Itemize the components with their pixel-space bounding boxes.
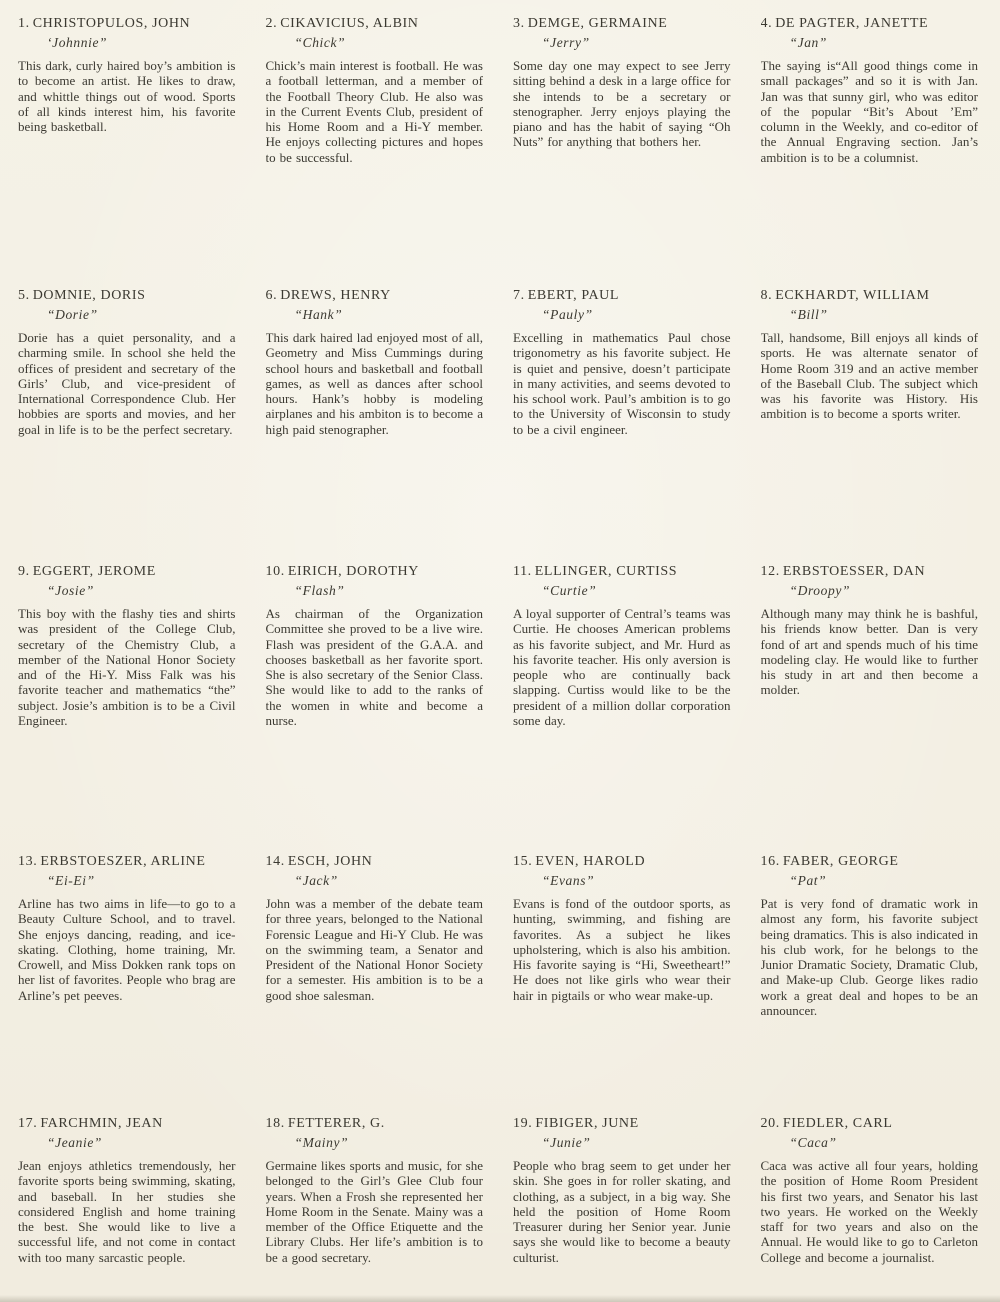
entry-bio: Evans is fond of the outdoor sports, as hunting, swimming, and fishing are favorites. As a subject he likes upholstering, which is also his ambition. His favorite saying is “Hi, Sweetheart!” He does not like girls who wear their hair in pigtails or who wear make-up. [513, 896, 731, 1003]
yearbook-entry [761, 287, 979, 563]
yearbook-entry [513, 563, 731, 853]
entry-bio: As chairman of the Organization Committee she proved to be a live wire. Flash was president of the G.A.A. and chooses basketball as her favorite sport. She is also secretary of the Senior Class. She would like to add to the ranks of the women in white and become a nurse. [265, 606, 483, 729]
entry-header [18, 1115, 236, 1132]
yearbook-grid [18, 15, 978, 1265]
yearbook-entry [513, 853, 731, 1115]
entry-name: DOMNIE, DORIS [32, 288, 146, 303]
yearbook-entry [266, 1115, 484, 1265]
entry-bio: Chick’s main interest is football. He was a football letterman, and a member of the Football Theory Club. He also was in the Current Events Club, president of his Home Room and a Hi-Y member. He enjoys collecting pictures and hopes to be successful. [265, 58, 483, 165]
entry-bio: John was a member of the debate team for three years, belonged to the National Forensic League and Hi-Y Club. He was on the swimming team, a Senator and President of the National Honor Society for a semester. His ambition is to be a good shoe salesman. [265, 896, 483, 1003]
entry-name: ECKHARDT, WILLIAM [775, 288, 930, 303]
entry-nickname: “Dorie” [47, 307, 98, 322]
entry-number: 9. [18, 564, 30, 579]
entry-header [266, 287, 484, 304]
yearbook-entry [761, 853, 979, 1115]
entry-header [761, 853, 979, 870]
yearbook-entry [266, 287, 484, 563]
entry-nickname: “Pat” [789, 873, 827, 888]
entry-header [513, 1115, 731, 1132]
yearbook-entry [761, 1115, 979, 1265]
entry-name: DEMGE, GERMAINE [527, 16, 668, 31]
entry-bio: This boy with the flashy ties and shirts was president of the College Club, secretary of the Chemistry Club, a member of the National Honor Society and of the Hi-Y. Miss Falk was his favorite teacher and mathematics “the” subject. Josie’s ambition is to be a Civil Engineer. [18, 606, 236, 729]
entry-name: CHRISTOPULOS, JOHN [32, 16, 191, 31]
entry-name: FIBIGER, JUNE [535, 1116, 639, 1131]
entry-bio: Jean enjoys athletics tremendously, her favorite sports being swimming, skating, and baseball. In her studies she considered English and home training the best. She would like to live a successful life, and not come in contact with too many sarcastic people. [18, 1158, 236, 1265]
entry-bio: This dark, curly haired boy’s ambition is to become an artist. He likes to draw, and whittle things out of wood. Sports of all kinds interest him, his favorite being basketball. [18, 58, 236, 135]
entry-name: EBERT, PAUL [527, 288, 620, 303]
entry-name: FARCHMIN, JEAN [40, 1116, 163, 1131]
entry-name: DE PAGTER, JANETTE [775, 16, 929, 31]
entry-bio: Although many may think he is bashful, his friends know better. Dan is very fond of art and spends much of his time modeling clay. He would like to further his study in art and then become a molder. [760, 606, 978, 698]
entry-nickname: “Junie” [542, 1135, 591, 1150]
yearbook-entry [18, 853, 236, 1115]
entry-number: 13. [18, 854, 38, 869]
entry-name: EIRICH, DOROTHY [287, 564, 419, 579]
yearbook-entry [18, 563, 236, 853]
entry-nickname: “Caca” [789, 1135, 837, 1150]
entry-number: 10. [265, 564, 285, 579]
entry-number: 14. [265, 854, 285, 869]
entry-number: 16. [760, 854, 780, 869]
entry-number: 18. [265, 1116, 285, 1131]
entry-number: 15. [513, 854, 533, 869]
entry-bio: People who brag seem to get under her skin. She goes in for roller skating, and clothing, as a subject, in a big way. She held the position of Home Room Treasurer during her Senior year. Junie says she would like to become a beauty culturist. [513, 1158, 731, 1265]
entry-header [266, 15, 484, 32]
entry-header [266, 853, 484, 870]
entry-header [761, 1115, 979, 1132]
entry-nickname: “Curtie” [542, 583, 597, 598]
yearbook-entry [266, 853, 484, 1115]
entry-number: 4. [760, 16, 773, 31]
entry-nickname: “Jack” [294, 873, 338, 888]
entry-number: 11. [513, 564, 532, 579]
entry-number: 5. [18, 288, 30, 303]
entry-nickname: “Jeanie” [47, 1135, 103, 1150]
entry-name: FIEDLER, CARL [782, 1116, 893, 1131]
entry-nickname: “Josie” [47, 583, 94, 598]
entry-number: 8. [760, 288, 773, 303]
yearbook-entry [266, 563, 484, 853]
entry-bio: Caca was active all four years, holding the position of Home Room President his first two years, and Senator his last two years. He worked on the Weekly staff for two years and also on the Annual. He would like to go to Carleton College and become a journalist. [760, 1158, 978, 1265]
entry-header [18, 15, 236, 32]
entry-number: 3. [513, 16, 525, 31]
entry-nickname: “Jerry” [542, 35, 590, 50]
entry-number: 6. [265, 288, 278, 303]
entry-bio: Dorie has a quiet personality, and a charming smile. In school she held the offices of president and secretary of the Girls’ Club, and vice-president of International Correspondence Club. Her hobbies are sports and movies, and her goal in life is to be the perfect secretary. [18, 330, 236, 437]
entry-number: 20. [760, 1116, 780, 1131]
entry-bio: Pat is very fond of dramatic work in almost any form, his favorite subject being dramatics. This is also indicated in his club work, for he belongs to the Junior Dramatic Society, Dramatic Club, and Make-up Club. George likes radio work a great deal and hopes to be an announcer. [760, 896, 978, 1019]
entry-name: ERBSTOESSER, DAN [782, 564, 926, 579]
entry-header [761, 563, 979, 580]
entry-name: FABER, GEORGE [782, 854, 899, 869]
entry-name: ESCH, JOHN [287, 854, 373, 869]
entry-bio: A loyal supporter of Central’s teams was Curtie. He chooses American problems as his favorite subject, and Mr. Hurd as his favorite teacher. His only aversion is people who are continually back slapping. Curtiss would like to be the president of a million dollar corporation some day. [513, 606, 731, 729]
yearbook-entry [513, 15, 731, 287]
entry-bio: Tall, handsome, Bill enjoys all kinds of sports. He was alternate senator of Home Room 319 and an active member of the Baseball Club. The subject which was his favorite was History. His ambition is to become a sports writer. [760, 330, 978, 422]
entry-nickname: “Evans” [542, 873, 595, 888]
yearbook-entry [18, 1115, 236, 1265]
entry-name: EGGERT, JEROME [32, 564, 156, 579]
entry-name: EVEN, HAROLD [535, 854, 646, 869]
entry-header [266, 563, 484, 580]
entry-header [761, 15, 979, 32]
entry-header [266, 1115, 484, 1132]
entry-header [513, 287, 731, 304]
entry-nickname: “Droopy” [789, 583, 851, 598]
entry-nickname: “Bill” [789, 307, 828, 322]
entry-header [18, 287, 236, 304]
entry-nickname: “Hank” [294, 307, 343, 322]
entry-number: 1. [18, 16, 30, 31]
entry-header [513, 853, 731, 870]
entry-header [761, 287, 979, 304]
entry-bio: The saying is“All good things come in small packages” and so it is with Jan. Jan was that sunny girl, who was editor of the popular “Bit’s About ’Em” column in the Weekly, and co-editor of the Annual Engraving section. Jan’s ambition is to be a columnist. [760, 58, 978, 165]
yearbook-entry [266, 15, 484, 287]
entry-header [513, 563, 731, 580]
entry-name: CIKAVICIUS, ALBIN [280, 16, 419, 31]
entry-bio: Arline has two aims in life—to go to a Beauty Culture School, and to travel. She enjoys dancing, reading, and ice-skating. Clothing, home training, Mr. Crowell, and Miss Dokken rank tops on her list of favorites. People who brag are Arline’s pet peeves. [18, 896, 236, 1003]
entry-name: ERBSTOESZER, ARLINE [40, 854, 206, 869]
entry-number: 17. [18, 1116, 38, 1131]
entry-header [513, 15, 731, 32]
yearbook-entry [513, 287, 731, 563]
yearbook-entry [18, 287, 236, 563]
yearbook-entry [761, 563, 979, 853]
entry-bio: This dark haired lad enjoyed most of all, Geometry and Miss Cummings during school hours and basketball and football games, as well as dances after school hours. Hank’s hobby is modeling airplanes and his ambiton is to become a high paid stenographer. [265, 330, 483, 437]
entry-name: ELLINGER, CURTISS [534, 564, 678, 579]
entry-number: 19. [513, 1116, 533, 1131]
entry-number: 12. [760, 564, 780, 579]
entry-nickname: “Mainy” [294, 1135, 349, 1150]
entry-number: 7. [513, 288, 525, 303]
entry-name: FETTERER, G. [287, 1116, 385, 1131]
yearbook-entry [513, 1115, 731, 1265]
entry-name: DREWS, HENRY [280, 288, 391, 303]
entry-header [18, 563, 236, 580]
entry-bio: Excelling in mathematics Paul chose trigonometry as his favorite subject. He is quiet and pensive, doesn’t participate in many activities, and seems devoted to his school work. Paul’s ambition is to go to the University of Wisconsin to study to be a civil engineer. [513, 330, 731, 437]
yearbook-entry [18, 15, 236, 287]
entry-nickname: “Flash” [294, 583, 345, 598]
entry-header [18, 853, 236, 870]
entry-nickname: “Jan” [789, 35, 828, 50]
entry-nickname: “Ei-Ei” [47, 873, 95, 888]
entry-bio: Some day one may expect to see Jerry sitting behind a desk in a large office for she intends to be a secretary or stenographer. Jerry enjoys playing the piano and has the habit of saying “Oh Nuts” for anything that bothers her. [513, 58, 731, 150]
entry-nickname: “Chick” [294, 35, 346, 50]
entry-nickname: ‘Johnnie” [47, 35, 108, 50]
entry-nickname: “Pauly” [542, 307, 593, 322]
entry-bio: Germaine likes sports and music, for she belonged to the Girl’s Glee Club four years. When a Frosh she represented her Home Room in the Senate. Mainy was a member of the Office Etiquette and the Library Clubs. Her life’s ambition is to be a good secretary. [265, 1158, 483, 1265]
entry-number: 2. [265, 16, 278, 31]
yearbook-entry [761, 15, 979, 287]
